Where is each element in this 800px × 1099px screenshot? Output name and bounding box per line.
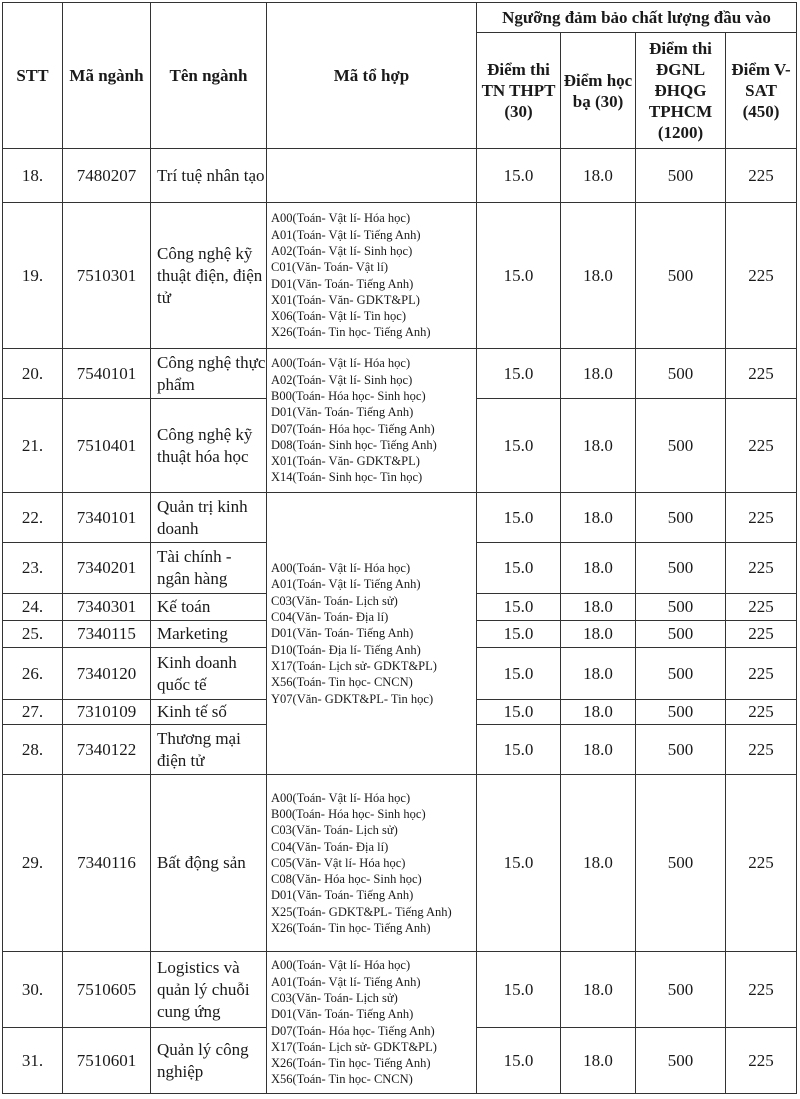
combo-item: Y07(Văn- GDKT&PL- Tin học) bbox=[271, 691, 434, 706]
combo-item: A02(Toán- Vật lí- Sinh học) bbox=[271, 243, 413, 258]
combo-list bbox=[267, 203, 477, 349]
row-code: 7340301 bbox=[63, 594, 151, 621]
combo-item: X14(Toán- Sinh học- Tin học) bbox=[271, 470, 423, 485]
row-vsat: 225 bbox=[726, 952, 797, 1028]
row-dgnl: 500 bbox=[636, 648, 726, 700]
table-row bbox=[3, 149, 797, 203]
row-stt: 20. bbox=[3, 349, 63, 399]
row-hocba: 18.0 bbox=[561, 952, 636, 1028]
row-dgnl: 500 bbox=[636, 543, 726, 594]
header-ma-nganh: Mã ngành bbox=[63, 3, 151, 149]
combo-item: D07(Toán- Hóa học- Tiếng Anh) bbox=[271, 1023, 435, 1038]
combo-item: D01(Văn- Toán- Tiếng Anh) bbox=[271, 405, 414, 420]
combo-item: X01(Toán- Văn- GDKT&PL) bbox=[271, 292, 420, 307]
row-vsat: 225 bbox=[726, 543, 797, 594]
row-code: 7340101 bbox=[63, 493, 151, 543]
table-row bbox=[3, 952, 797, 1028]
combo-item: A01(Toán- Vật lí- Tiếng Anh) bbox=[271, 974, 421, 989]
row-vsat: 225 bbox=[726, 700, 797, 725]
row-thpt: 15.0 bbox=[477, 493, 561, 543]
row-thpt: 15.0 bbox=[477, 725, 561, 775]
header-thpt: Điểm thi TN THPT (30) bbox=[477, 33, 561, 149]
row-code: 7540101 bbox=[63, 349, 151, 399]
combo-item: C01(Văn- Toán- Vật lí) bbox=[271, 260, 389, 275]
combo-item: D08(Toán- Sinh học- Tiếng Anh) bbox=[271, 437, 437, 452]
row-stt: 27. bbox=[3, 700, 63, 725]
combo-item: D01(Văn- Toán- Tiếng Anh) bbox=[271, 276, 414, 291]
row-stt: 19. bbox=[3, 203, 63, 349]
row-name: Quản lý công nghiệp bbox=[151, 1028, 267, 1094]
row-thpt: 15.0 bbox=[477, 349, 561, 399]
combo-item: X17(Toán- Lịch sử- GDKT&PL) bbox=[271, 658, 437, 673]
row-code: 7480207 bbox=[63, 149, 151, 203]
combo-item: C08(Văn- Hóa học- Sinh học) bbox=[271, 872, 422, 887]
row-name: Thương mại điện tử bbox=[151, 725, 267, 775]
combo-list bbox=[267, 952, 477, 1094]
row-thpt: 15.0 bbox=[477, 700, 561, 725]
row-name: Kinh doanh quốc tế bbox=[151, 648, 267, 700]
combo-item: C04(Văn- Toán- Địa lí) bbox=[271, 839, 389, 854]
combo-item: X17(Toán- Lịch sử- GDKT&PL) bbox=[271, 1039, 437, 1054]
row-vsat: 225 bbox=[726, 621, 797, 648]
row-hocba: 18.0 bbox=[561, 648, 636, 700]
row-vsat: 225 bbox=[726, 594, 797, 621]
row-stt: 28. bbox=[3, 725, 63, 775]
table-row bbox=[3, 349, 797, 399]
combo-item: B00(Toán- Hóa học- Sinh học) bbox=[271, 388, 426, 403]
row-code: 7340120 bbox=[63, 648, 151, 700]
combo-item: X26(Toán- Tin học- Tiếng Anh) bbox=[271, 1056, 431, 1071]
row-name: Bất động sản bbox=[151, 775, 267, 952]
row-thpt: 15.0 bbox=[477, 621, 561, 648]
row-hocba: 18.0 bbox=[561, 493, 636, 543]
combo-cell-empty bbox=[267, 149, 477, 203]
combo-item: A00(Toán- Vật lí- Hóa học) bbox=[271, 356, 411, 371]
row-thpt: 15.0 bbox=[477, 952, 561, 1028]
row-hocba: 18.0 bbox=[561, 543, 636, 594]
table-row bbox=[3, 203, 797, 349]
header-ten-nganh: Tên ngành bbox=[151, 3, 267, 149]
row-hocba: 18.0 bbox=[561, 725, 636, 775]
header-vsat: Điểm V-SAT (450) bbox=[726, 33, 797, 149]
row-thpt: 15.0 bbox=[477, 543, 561, 594]
row-stt: 25. bbox=[3, 621, 63, 648]
combo-item: X26(Toán- Tin học- Tiếng Anh) bbox=[271, 921, 431, 936]
row-code: 7340116 bbox=[63, 775, 151, 952]
combo-item: A00(Toán- Vật lí- Hóa học) bbox=[271, 211, 411, 226]
combo-item: X26(Toán- Tin học- Tiếng Anh) bbox=[271, 325, 431, 340]
row-stt: 22. bbox=[3, 493, 63, 543]
combo-item: C03(Văn- Toán- Lịch sử) bbox=[271, 823, 398, 838]
combo-item: A01(Toán- Vật lí- Tiếng Anh) bbox=[271, 577, 421, 592]
row-hocba: 18.0 bbox=[561, 594, 636, 621]
combo-item: A01(Toán- Vật lí- Tiếng Anh) bbox=[271, 227, 421, 242]
row-name: Công nghệ thực phẩm bbox=[151, 349, 267, 399]
row-thpt: 15.0 bbox=[477, 594, 561, 621]
row-name: Logistics và quản lý chuỗi cung ứng bbox=[151, 952, 267, 1028]
row-name: Trí tuệ nhân tạo bbox=[151, 149, 267, 203]
row-code: 7510601 bbox=[63, 1028, 151, 1094]
row-name: Marketing bbox=[151, 621, 267, 648]
combo-item: X25(Toán- GDKT&PL- Tiếng Anh) bbox=[271, 904, 452, 919]
combo-item: C03(Văn- Toán- Lịch sử) bbox=[271, 990, 398, 1005]
combo-item: D07(Toán- Hóa học- Tiếng Anh) bbox=[271, 421, 435, 436]
combo-item: X56(Toán- Tin học- CNCN) bbox=[271, 1072, 413, 1087]
combo-list bbox=[267, 349, 477, 493]
combo-item: B00(Toán- Hóa học- Sinh học) bbox=[271, 806, 426, 821]
row-thpt: 15.0 bbox=[477, 399, 561, 493]
row-dgnl: 500 bbox=[636, 399, 726, 493]
admission-threshold-table bbox=[2, 2, 797, 1094]
row-code: 7510401 bbox=[63, 399, 151, 493]
row-name: Tài chính - ngân hàng bbox=[151, 543, 267, 594]
row-dgnl: 500 bbox=[636, 349, 726, 399]
row-name: Công nghệ kỹ thuật hóa học bbox=[151, 399, 267, 493]
row-hocba: 18.0 bbox=[561, 349, 636, 399]
combo-item: D01(Văn- Toán- Tiếng Anh) bbox=[271, 1007, 414, 1022]
combo-item: C03(Văn- Toán- Lịch sử) bbox=[271, 593, 398, 608]
row-stt: 23. bbox=[3, 543, 63, 594]
row-vsat: 225 bbox=[726, 775, 797, 952]
row-stt: 26. bbox=[3, 648, 63, 700]
row-dgnl: 500 bbox=[636, 1028, 726, 1094]
row-code: 7310109 bbox=[63, 700, 151, 725]
row-vsat: 225 bbox=[726, 149, 797, 203]
row-thpt: 15.0 bbox=[477, 775, 561, 952]
row-name: Quản trị kinh doanh bbox=[151, 493, 267, 543]
combo-item: X01(Toán- Văn- GDKT&PL) bbox=[271, 454, 420, 469]
combo-item: D01(Văn- Toán- Tiếng Anh) bbox=[271, 626, 414, 641]
row-dgnl: 500 bbox=[636, 700, 726, 725]
row-hocba: 18.0 bbox=[561, 700, 636, 725]
row-stt: 21. bbox=[3, 399, 63, 493]
row-dgnl: 500 bbox=[636, 203, 726, 349]
table-row bbox=[3, 775, 797, 952]
row-code: 7340122 bbox=[63, 725, 151, 775]
combo-list bbox=[267, 493, 477, 775]
row-thpt: 15.0 bbox=[477, 149, 561, 203]
row-thpt: 15.0 bbox=[477, 648, 561, 700]
combo-item: A02(Toán- Vật lí- Sinh học) bbox=[271, 372, 413, 387]
header-stt: STT bbox=[3, 3, 63, 149]
row-hocba: 18.0 bbox=[561, 203, 636, 349]
row-stt: 29. bbox=[3, 775, 63, 952]
row-vsat: 225 bbox=[726, 349, 797, 399]
row-stt: 31. bbox=[3, 1028, 63, 1094]
row-dgnl: 500 bbox=[636, 775, 726, 952]
row-hocba: 18.0 bbox=[561, 621, 636, 648]
row-dgnl: 500 bbox=[636, 149, 726, 203]
row-name: Kế toán bbox=[151, 594, 267, 621]
row-thpt: 15.0 bbox=[477, 203, 561, 349]
combo-item: X56(Toán- Tin học- CNCN) bbox=[271, 675, 413, 690]
combo-item: C05(Văn- Vật lí- Hóa học) bbox=[271, 855, 406, 870]
row-name: Kinh tế số bbox=[151, 700, 267, 725]
row-hocba: 18.0 bbox=[561, 399, 636, 493]
row-dgnl: 500 bbox=[636, 493, 726, 543]
row-code: 7340201 bbox=[63, 543, 151, 594]
row-code: 7510605 bbox=[63, 952, 151, 1028]
row-stt: 24. bbox=[3, 594, 63, 621]
combo-item: A00(Toán- Vật lí- Hóa học) bbox=[271, 790, 411, 805]
header-dgnl: Điểm thi ĐGNL ĐHQG TPHCM (1200) bbox=[636, 33, 726, 149]
row-name: Công nghệ kỹ thuật điện, điện tử bbox=[151, 203, 267, 349]
row-dgnl: 500 bbox=[636, 952, 726, 1028]
combo-item: D01(Văn- Toán- Tiếng Anh) bbox=[271, 888, 414, 903]
row-dgnl: 500 bbox=[636, 594, 726, 621]
table-row bbox=[3, 493, 797, 543]
header-ma-to-hop: Mã tổ hợp bbox=[267, 3, 477, 149]
header-hocba: Điểm học bạ (30) bbox=[561, 33, 636, 149]
row-hocba: 18.0 bbox=[561, 1028, 636, 1094]
row-code: 7510301 bbox=[63, 203, 151, 349]
row-vsat: 225 bbox=[726, 203, 797, 349]
row-hocba: 18.0 bbox=[561, 149, 636, 203]
combo-item: A00(Toán- Vật lí- Hóa học) bbox=[271, 958, 411, 973]
combo-list bbox=[267, 775, 477, 952]
row-stt: 18. bbox=[3, 149, 63, 203]
header-threshold-group: Ngưỡng đảm bảo chất lượng đầu vào bbox=[477, 3, 797, 33]
row-code: 7340115 bbox=[63, 621, 151, 648]
combo-item: X06(Toán- Vật lí- Tin học) bbox=[271, 309, 406, 324]
row-vsat: 225 bbox=[726, 399, 797, 493]
row-dgnl: 500 bbox=[636, 725, 726, 775]
combo-item: C04(Văn- Toán- Địa lí) bbox=[271, 610, 389, 625]
row-vsat: 225 bbox=[726, 493, 797, 543]
row-vsat: 225 bbox=[726, 648, 797, 700]
row-thpt: 15.0 bbox=[477, 1028, 561, 1094]
row-vsat: 225 bbox=[726, 725, 797, 775]
combo-item: A00(Toán- Vật lí- Hóa học) bbox=[271, 561, 411, 576]
row-stt: 30. bbox=[3, 952, 63, 1028]
row-hocba: 18.0 bbox=[561, 775, 636, 952]
row-dgnl: 500 bbox=[636, 621, 726, 648]
combo-item: D10(Toán- Địa lí- Tiếng Anh) bbox=[271, 642, 421, 657]
row-vsat: 225 bbox=[726, 1028, 797, 1094]
